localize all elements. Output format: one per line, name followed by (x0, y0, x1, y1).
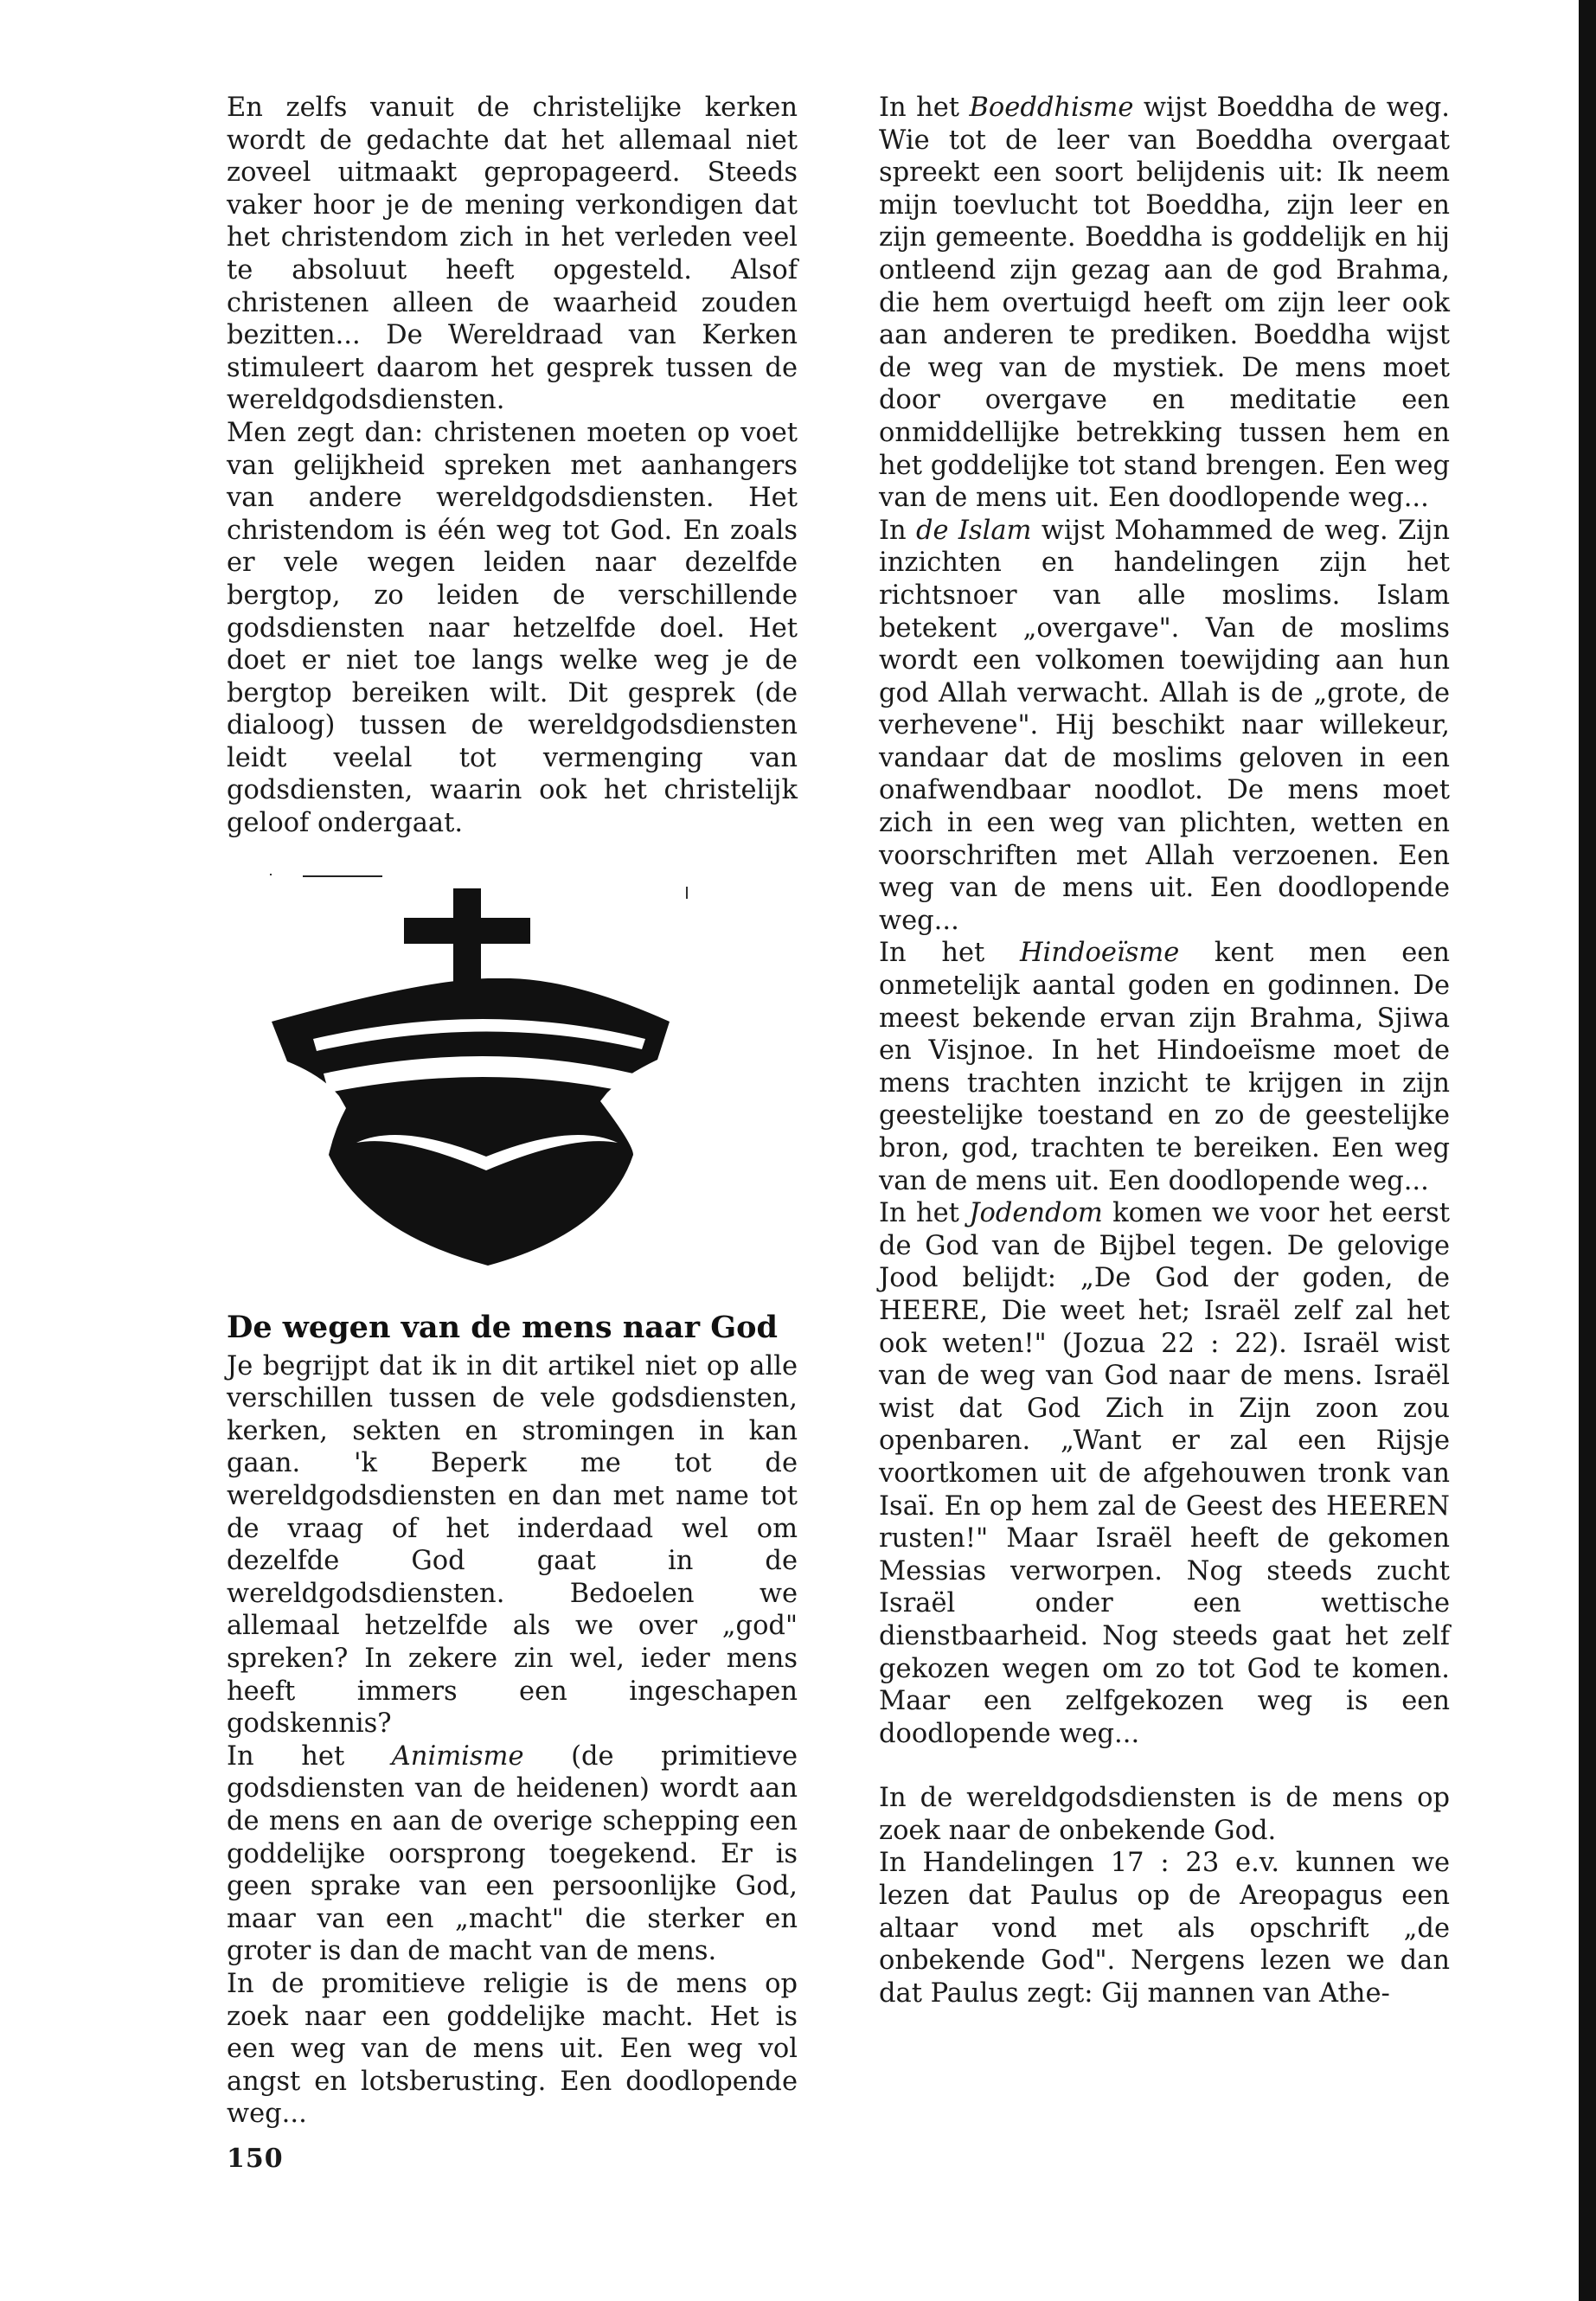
emphasis: Animisme (391, 1740, 524, 1772)
paragraph: In het Boeddhisme wijst Boeddha de weg. Wie tot de leer van Boeddha overgaat spreekt een soort belijdenis uit: Ik neem mijn toevlucht tot Boeddha, zijn leer en zijn gemeente. Boeddha is goddelijk en hij ontleend zijn gezag aan de god Brahma, die hem overtuigd heeft om zijn leer ook aan anderen te prediken. Boeddha wijst de weg van de mystiek. De mens moet door overgave en meditatie een onmiddellijke betrekking tussen hem en het goddelijke tot stand brengen. Een weg van de mens uit. Een doodlopende weg... (879, 93, 1450, 514)
paragraph: Je begrijpt dat ik in dit artikel niet op alle verschillen tussen de vele godsdiensten, kerken, sekten en stromingen in kan gaan. 'k Beperk me tot de wereldgodsdiensten en dan met name tot de vraag of het inderdaad wel om dezelfde God gaat in de wereldgodsdiensten. Bedoelen we allemaal hetzelfde als we over „god" spreken? In zekere zin wel, ieder mens heeft immers een ingeschapen godskennis? (227, 1350, 798, 1740)
paragraph: In Handelingen 17 : 23 e.v. kunnen we lezen dat Paulus op de Areopagus een altaar vond met als opschrift „de onbekende God". Nergens lezen we dan dat Paulus zegt: Gij mannen van Athe- (879, 1848, 1450, 2009)
paragraph: Men zegt dan: christenen moeten op voet van gelijkheid spreken met aanhangers van andere wereldgodsdiensten. Het christendom is één weg tot God. En zoals er vele wegen leiden naar dezelfde bergtop, zo leiden de verschillende godsdiensten naar hetzelfde doel. Het doet er niet toe langs welke weg je de bergtop bereiken wilt. Dit gesprek (de dialoog) tussen de wereldgodsdiensten leidt veelal tot vermenging van godsdiensten, waarin ook het christelijk geloof ondergaat. (227, 417, 798, 839)
emphasis: Jodendom (969, 1198, 1103, 1229)
page-edge-bar (1579, 0, 1596, 2301)
ship-with-cross-icon (227, 869, 798, 1267)
paragraph: En zelfs vanuit de christelijke kerken wordt de gedachte dat het allemaal niet zoveel uitmaakt gepropageerd. Steeds vaker hoor je de mening verkondigen dat het christendom zich in het verleden veel te absoluut heeft opgesteld. Alsof christenen alleen de waarheid zouden bezitten... De Wereldraad van Kerken stimuleert daarom het gesprek tussen de wereldgodsdiensten. (227, 93, 798, 416)
right-column (879, 92, 1450, 2009)
ship-illustration (227, 869, 798, 1267)
page-number: 150 (227, 2144, 284, 2174)
paragraph: In de wereldgodsdiensten is de mens op zoek naar de onbekende God. (879, 1783, 1450, 1846)
left-column (227, 92, 798, 2131)
paragraph: In het Hindoeïsme kent men een onmetelijk aantal goden en godinnen. De meest bekende ervan zijn Brahma, Sjiwa en Visjnoe. In het Hindoeïsme moet de mens trachten inzicht te krijgen in zijn geestelijke toestand en zo de geestelijke bron, god, trachten te bereiken. Een weg van de mens uit. Een doodlopende weg... (879, 938, 1451, 1196)
emphasis: de Islam (916, 515, 1032, 546)
paragraph: In de promitieve religie is de mens op zoek naar een goddelijke macht. Het is een weg van de mens uit. Een weg vol angst en lotsberusting. Een doodlopende weg... (227, 1968, 798, 2130)
paragraph: In het Animisme (de primitieve godsdiensten van de heidenen) wordt aan de mens en aan de overige schepping een goddelijke oorsprong toegekend. Er is geen sprake van een persoonlijke God, maar van een „macht" die sterker en groter is dan de macht van de mens. (227, 1740, 798, 1967)
paragraph: In de Islam wijst Mohammed de weg. Zijn inzichten en handelingen zijn het richtsnoer van alle moslims. Islam betekent „overgave". Van de moslims wordt een volkomen toewijding aan hun god Allah verwacht. Allah is de „grote, de verhevene". Hij beschikt naar willekeur, vandaar dat de moslims geloven in een onafwendbaar noodlot. De mens moet zich in een weg van plichten, wetten en voorschriften met Allah verzoenen. Een weg van de mens uit. Een doodlopende weg... (879, 515, 1450, 936)
paragraph: In het Jodendom komen we voor het eerst de God van de Bijbel tegen. De gelovige Jood belijdt: „De God der goden, de HEERE, Die weet het; Israël zelf zal het ook weten!" (Jozua 22 : 22). Israël wist van de weg van God naar de mens. Israël wist dat God Zich in Zijn zoon zou openbaren. „Want er zal een Rijsje voortkomen uit de afgehouwen tronk van Isaï. En op hem zal de Geest des HEEREN rusten!" Maar Israël heeft de gekomen Messias verworpen. Nog steeds zucht Israël onder een wettische dienstbaarheid. Nog steeds gaat het zelf gekozen wegen om zo tot God te komen. Maar een zelfgekozen weg is een doodlopende weg... (879, 1198, 1451, 1749)
emphasis: Boeddhisme (969, 93, 1134, 123)
emphasis: Hindoeïsme (1019, 938, 1180, 969)
section-heading: De wegen van de mens naar God (227, 1309, 778, 1345)
